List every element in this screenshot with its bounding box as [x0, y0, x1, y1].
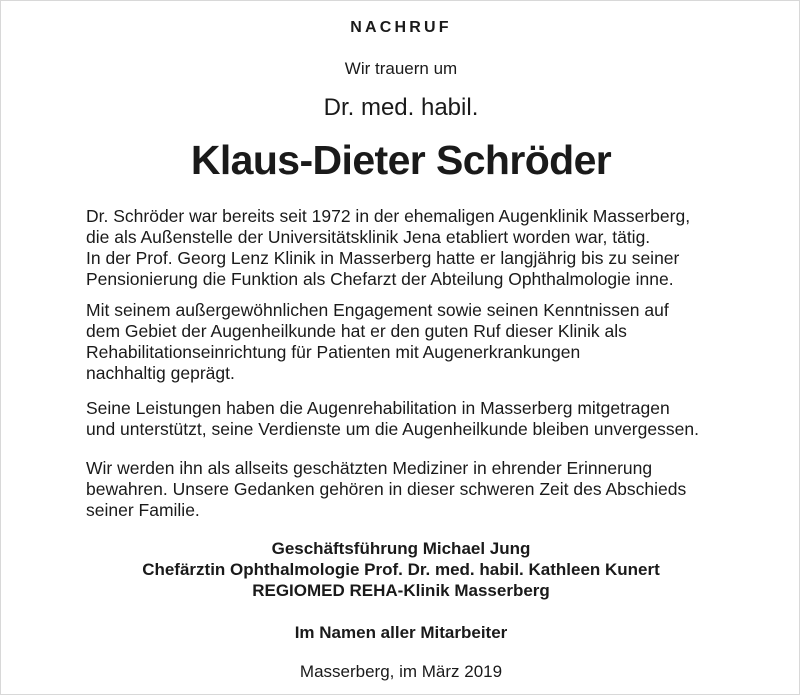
- signatory-management: Geschäftsführung Michael Jung: [271, 539, 531, 558]
- paragraph-line: In der Prof. Georg Lenz Klinik in Masserberg hatte er langjährig bis zu seiner: [86, 248, 680, 268]
- paragraph-line: und unterstützt, seine Verdienste um die Augenheilkunde bleiben unvergessen.: [86, 419, 699, 439]
- deceased-name: Klaus-Dieter Schröder: [190, 137, 612, 183]
- on-behalf-line: Im Namen aller Mitarbeiter: [294, 623, 508, 642]
- paragraph-engagement: [86, 300, 746, 384]
- paragraph-line: Rehabilitationseinrichtung für Patienten mit Augenerkrankungen: [86, 342, 581, 362]
- paragraph-line: Wir werden ihn als allseits geschätzten Mediziner in ehrender Erinnerung: [86, 458, 653, 478]
- paragraph-remembrance: [86, 458, 746, 521]
- place-date: Masserberg, im März 2019: [299, 662, 503, 681]
- notice-heading: NACHRUF: [350, 19, 452, 36]
- paragraph-achievements: [86, 398, 746, 440]
- paragraph-line: Dr. Schröder war bereits seit 1972 in der ehemaligen Augenklinik Masserberg,: [86, 206, 691, 226]
- intro-line: Wir trauern um: [344, 59, 458, 78]
- paragraph-line: die als Außenstelle der Universitätsklinik Jena etabliert worden war, tätig.: [86, 227, 651, 247]
- paragraph-line: Pensionierung die Funktion als Chefarzt der Abteilung Ophthalmologie inne.: [86, 269, 674, 289]
- paragraph-line: nachhaltig geprägt.: [86, 363, 235, 383]
- paragraph-line: seiner Familie.: [86, 500, 200, 520]
- paragraph-line: Seine Leistungen haben die Augenrehabilitation in Masserberg mitgetragen: [86, 398, 670, 418]
- paragraph-career: [86, 206, 746, 290]
- signatory-clinic: REGIOMED REHA-Klinik Masserberg: [252, 581, 550, 600]
- paragraph-line: dem Gebiet der Augenheilkunde hat er den guten Ruf dieser Klinik als: [86, 321, 627, 341]
- paragraph-line: Mit seinem außergewöhnlichen Engagement sowie seinen Kenntnissen auf: [86, 300, 669, 320]
- signatory-chief-physician: Chefärztin Ophthalmologie Prof. Dr. med. habil. Kathleen Kunert: [142, 560, 660, 579]
- academic-title: Dr. med. habil.: [323, 94, 479, 121]
- paragraph-line: bewahren. Unsere Gedanken gehören in dieser schweren Zeit des Abschieds: [86, 479, 687, 499]
